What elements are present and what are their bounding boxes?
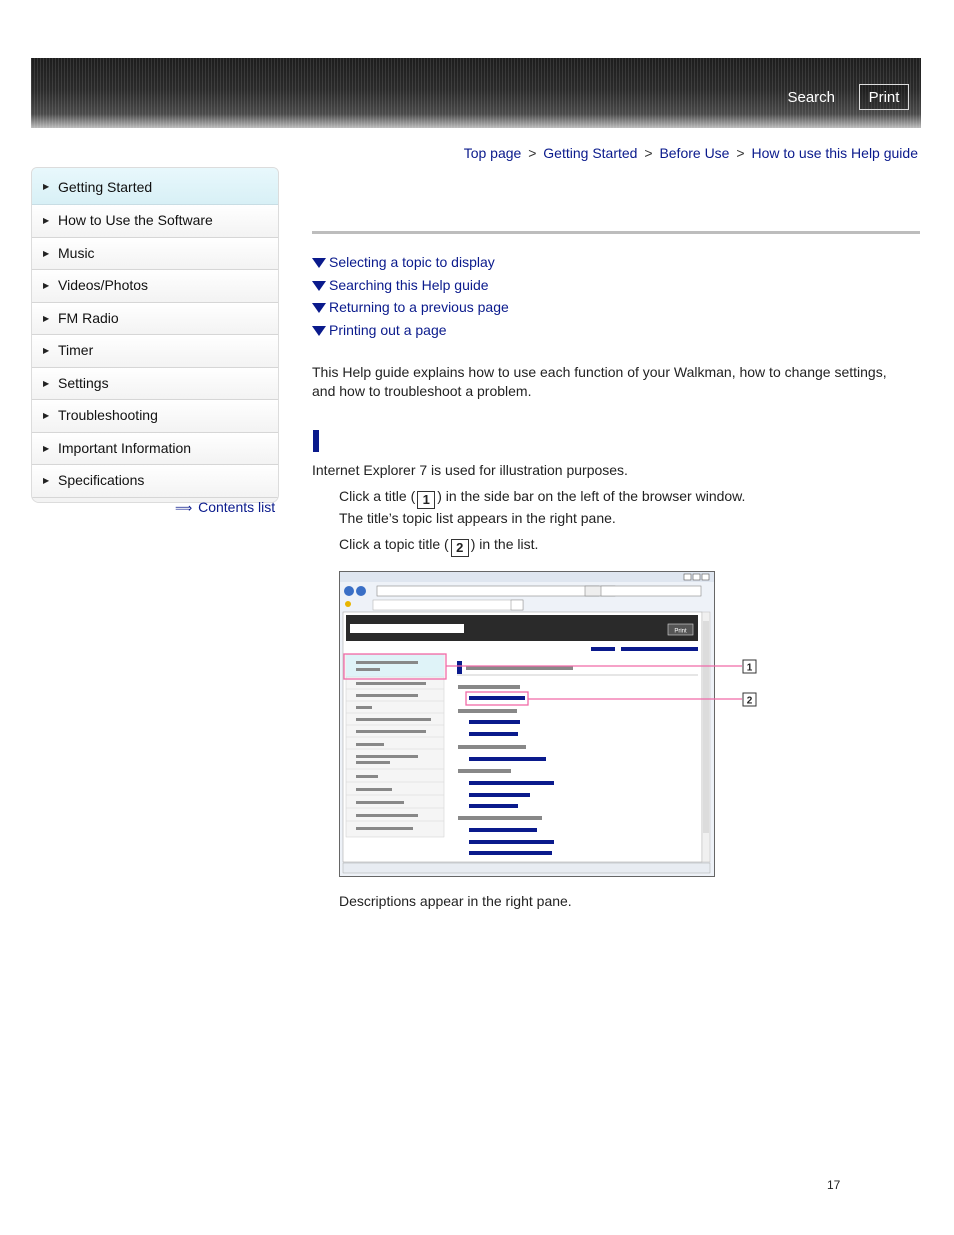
sidebar-item-label: Important Information (58, 439, 192, 456)
callout-marker-1-text: 1 (746, 662, 753, 674)
step-2 (339, 536, 538, 557)
ie-note: Internet Explorer 7 is used for illustration purposes. (312, 462, 628, 478)
address-bar (377, 586, 599, 596)
arrow-right-icon: ▶ (43, 248, 50, 258)
step-1-result: The title’s topic list appears in the right pane. (339, 510, 616, 526)
breadcrumb-before-use[interactable]: Before Use (659, 145, 730, 161)
breadcrumb-top-page[interactable]: Top page (463, 145, 522, 161)
arrow-right-icon: ⟹ (175, 501, 193, 515)
step-2-text-before: Click a topic title ( (339, 536, 449, 552)
page-number: 17 (827, 1178, 841, 1192)
intro-text: This Help guide explains how to use each function of your Walkman, how to change settings, and how to troubleshoot a problem. (312, 364, 887, 399)
sidebar (31, 167, 279, 503)
sidebar-item-settings[interactable] (32, 368, 278, 401)
sidebar-item-label: Troubleshooting (58, 407, 158, 423)
topic-list (312, 254, 509, 344)
breadcrumb-getting-started[interactable]: Getting Started (543, 145, 638, 161)
toc-link-searching[interactable] (312, 277, 509, 300)
header-bar (31, 58, 921, 128)
page-print-label: Print (674, 628, 687, 635)
contents-list-link[interactable] (175, 499, 275, 515)
sidebar-item-label: Settings (58, 374, 109, 391)
sidebar-item-software[interactable] (32, 205, 278, 238)
toc-link-returning[interactable] (312, 299, 509, 322)
sidebar-item-label: Music (58, 244, 95, 261)
arrow-right-icon: ▶ (43, 411, 50, 420)
section-heading-bar (313, 430, 319, 452)
favorites-star-icon (345, 601, 351, 607)
command-bar (589, 600, 704, 610)
triangle-down-icon (312, 281, 326, 291)
mini-status-bar (343, 863, 710, 873)
maximize-icon (693, 574, 700, 580)
breadcrumb-current-page[interactable]: How to use this Help guide (751, 145, 918, 161)
step-2-text-after: ) in the list. (470, 536, 539, 552)
arrow-right-icon: ▶ (43, 216, 50, 225)
breadcrumb-separator: > (736, 145, 745, 161)
sidebar-item-videos-photos[interactable] (32, 270, 278, 303)
breadcrumb-separator: > (644, 145, 653, 161)
toc-link-printing[interactable] (312, 322, 509, 345)
sidebar-item-specifications[interactable] (32, 465, 278, 498)
toc-link-selecting-topic[interactable] (312, 254, 509, 277)
sidebar-item-getting-started[interactable] (32, 168, 278, 205)
search-link[interactable]: Search (787, 89, 835, 106)
browser-illustration (339, 571, 759, 877)
sidebar-item-label: Timer (58, 342, 94, 358)
sidebar-item-label: Getting Started (58, 179, 153, 195)
triangle-down-icon (312, 303, 326, 313)
browser-search-box (601, 586, 701, 596)
breadcrumb-separator: > (528, 145, 537, 161)
sidebar-item-timer[interactable] (32, 335, 278, 368)
description-text: Descriptions appear in the right pane. (339, 893, 572, 909)
toc-link-label: Searching this Help guide (329, 276, 489, 293)
callout-marker-2-text: 2 (746, 695, 753, 707)
sidebar-item-fm-radio[interactable] (32, 303, 278, 336)
arrow-right-icon: ▶ (43, 346, 50, 355)
sidebar-item-troubleshooting[interactable] (32, 400, 278, 433)
breadcrumb (464, 145, 918, 161)
sidebar-item-important-information[interactable] (32, 433, 278, 466)
mini-sidebar-active-item (346, 655, 444, 677)
arrow-right-icon: ▶ (43, 476, 50, 485)
close-icon (702, 574, 709, 580)
toc-link-label: Selecting a topic to display (329, 254, 495, 270)
arrow-right-icon: ▶ (43, 281, 50, 290)
page-breadcrumb-bar (621, 647, 698, 651)
marker-2-box: 2 (451, 539, 469, 557)
mini-scrollbar-thumb (703, 621, 709, 833)
mini-title-bar (457, 661, 462, 674)
title-divider (312, 231, 920, 234)
triangle-down-icon (312, 326, 326, 336)
arrow-right-icon: ▶ (43, 313, 50, 323)
print-button[interactable]: Print (859, 84, 909, 110)
sidebar-item-label: Specifications (58, 472, 145, 488)
back-icon (344, 586, 354, 596)
arrow-right-icon: ▶ (43, 378, 50, 388)
step-1-text-before: Click a title ( (339, 488, 416, 504)
minimize-icon (684, 574, 691, 580)
step-1 (339, 488, 745, 509)
page-header-searchbox (350, 624, 464, 633)
step-1-text-after: ) in the side bar on the left of the browser window. (437, 488, 746, 504)
sidebar-item-music[interactable] (32, 238, 278, 271)
sidebar-item-label: How to Use the Software (58, 212, 213, 228)
triangle-down-icon (312, 258, 326, 268)
toc-link-label: Printing out a page (329, 321, 447, 338)
browser-title-bar (340, 572, 714, 582)
page-breadcrumb-bar (591, 647, 615, 651)
sidebar-item-label: Videos/Photos (58, 277, 149, 293)
marker-1-box: 1 (417, 491, 435, 509)
sidebar-item-label: FM Radio (58, 309, 119, 326)
contents-list-label: Contents list (198, 499, 276, 515)
forward-icon (356, 586, 366, 596)
new-tab-icon (511, 600, 523, 610)
arrow-right-icon: ▶ (43, 182, 50, 191)
toc-link-label: Returning to a previous page (329, 299, 509, 315)
arrow-right-icon: ▶ (43, 443, 50, 453)
tab-strip (373, 600, 523, 610)
